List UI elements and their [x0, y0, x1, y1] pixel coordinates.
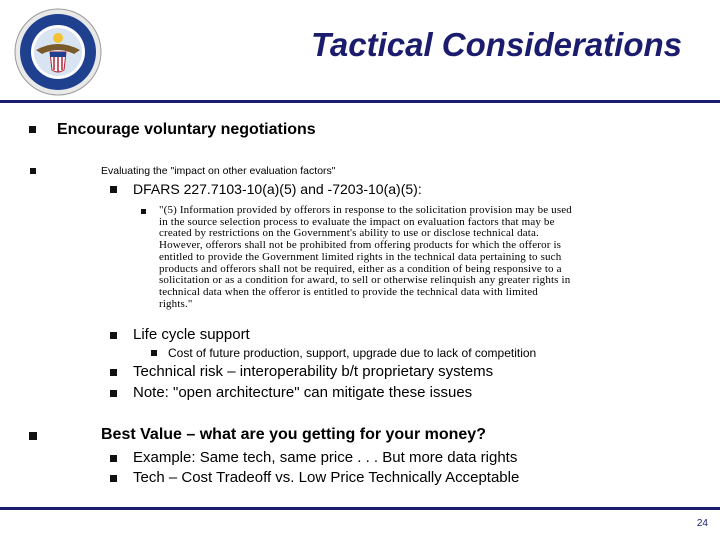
- quote-line: entitled to provide the Government limited rights in the technical data pertaining to such: [159, 250, 562, 263]
- bullet-encourage-negotiations: Encourage voluntary negotiations: [57, 121, 316, 138]
- quote-line: solicitation or as a condition for award, to sell or otherwise relinquish any greater rights in: [159, 274, 571, 287]
- bullet-tech-cost-tradeoff: Tech – Cost Tradeoff vs. Low Price Technically Acceptable: [133, 469, 520, 486]
- title-divider: [0, 100, 720, 103]
- quote-line: rights.": [159, 297, 193, 310]
- bullet-square-icon: [29, 432, 37, 440]
- quote-line: products and offerors shall not be required, either as a condition of being responsive to a: [159, 262, 562, 275]
- slide-title: Tactical Considerations: [310, 26, 682, 63]
- bullet-cost-future-production: Cost of future production, support, upgrade due to lack of competition: [168, 346, 537, 360]
- bullet-best-value: Best Value – what are you getting for your money?: [101, 426, 486, 443]
- bullet-evaluating-impact: Evaluating the "impact on other evaluation factors": [101, 165, 336, 177]
- page-number: 24: [696, 518, 708, 529]
- bullet-square-icon: [110, 455, 117, 462]
- bullet-square-icon: [141, 209, 146, 214]
- bullet-open-architecture-note: Note: "open architecture" can mitigate these issues: [133, 384, 473, 401]
- quote-line: technical data when the offeror is entitled to provide the technical data with limited: [159, 285, 538, 298]
- bullet-square-icon: [110, 369, 117, 376]
- bullet-life-cycle-support: Life cycle support: [133, 326, 250, 343]
- quote-line: in the source selection process to evaluate the impact on evaluation factors that may be: [159, 215, 555, 228]
- bullet-square-icon: [110, 186, 117, 193]
- bullet-technical-risk: Technical risk – interoperability b/t proprietary systems: [133, 363, 494, 380]
- quote-line: However, offerors shall not be prohibited from offering products for which the offeror is: [159, 239, 562, 252]
- quote-line: "(5) Information provided by offerors in response to the solicitation provision may be used: [159, 204, 572, 216]
- quote-line: created by restrictions on the Government's ability to use or disclose technical data.: [159, 227, 539, 240]
- bullet-square-icon: [29, 126, 36, 133]
- bullet-square-icon: [151, 350, 157, 356]
- bullet-square-icon: [110, 475, 117, 482]
- dod-seal-icon: [14, 8, 102, 96]
- bullet-square-icon: [110, 332, 117, 339]
- bullet-square-icon: [30, 168, 36, 174]
- bullet-square-icon: [110, 390, 117, 397]
- dfars-quote: [159, 205, 704, 310]
- footer-divider: [0, 507, 720, 510]
- bullet-example-same-tech: Example: Same tech, same price . . . But more data rights: [133, 449, 518, 466]
- bullet-dfars-citation: DFARS 227.7103-10(a)(5) and -7203-10(a)(5):: [133, 181, 422, 197]
